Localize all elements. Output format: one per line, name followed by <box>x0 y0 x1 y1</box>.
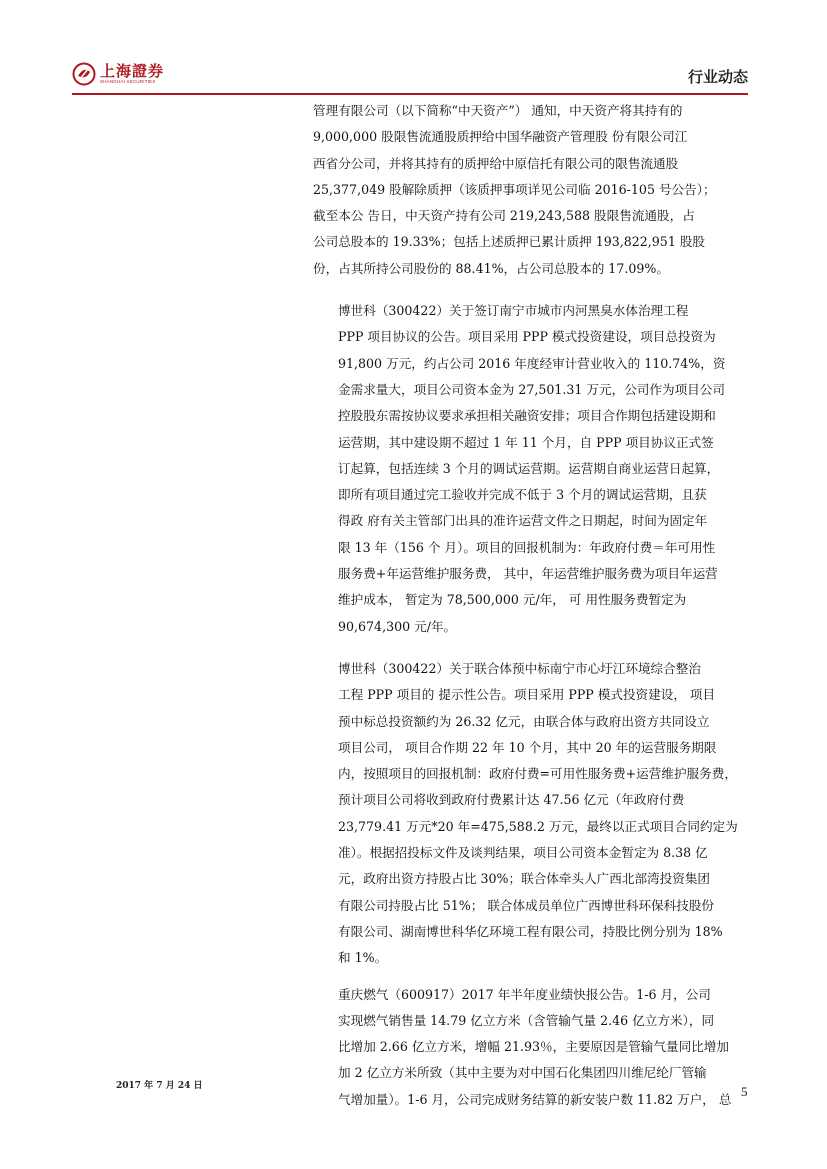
text-line: 重庆燃气（600917）2017 年半年度业绩快报公告。1-6 月，公司 <box>338 986 711 1002</box>
text-line: 比增加 2.66 亿立方米，增幅 21.93％，主要原因是管输气量同比增加 <box>338 1039 729 1055</box>
paragraph-boshike-xinxu-river <box>313 656 749 972</box>
text-line: 订起算，包括连续 3 个月的调试运营期。运营期自商业运营日起算， <box>338 460 720 476</box>
page-header <box>72 56 748 96</box>
text-line: 预计项目公司将收到政府付费累计达 47.56 亿元（年政府付费 <box>338 792 685 808</box>
text-line: 西省分公司，并将其持有的质押给中原信托有限公司的限售流通股 <box>313 155 679 171</box>
logo-emblem-icon <box>72 62 96 86</box>
text-line: 限 13 年（156 个 月）。项目的回报机制为：年政府付费＝年可用性 <box>338 539 716 555</box>
text-line: 工程 PPP 项目的 提示性公告。项目采用 PPP 模式投资建设， 项目 <box>338 687 716 703</box>
text-line: 即所有项目通过完工验收并完成不低于 3 个月的调试运营期，且获 <box>338 487 707 503</box>
section-title: 行业动态 <box>687 68 748 86</box>
text-line: 截至本公 告日，中天资产持有公司 219,243,588 股限售流通股，占 <box>313 208 695 224</box>
header-divider <box>72 93 748 95</box>
text-line: 和 1%。 <box>338 950 388 966</box>
text-line: 准）。根据招投标文件及谈判结果，项目公司资本金暂定为 8.38 亿 <box>338 845 708 861</box>
text-line: 项目公司， 项目合作期 22 年 10 个月，其中 20 年的运营服务期限 <box>338 739 717 755</box>
text-line: 气增加量）。1-6 月，公司完成财务结算的新安装户数 11.82 万户， 总 <box>338 1091 732 1107</box>
text-line: 博世科（300422）关于联合体预中标南宁市心圩江环境综合整治 <box>338 660 701 676</box>
text-line: PPP 项目协议的公告。项目采用 PPP 模式投资建设，项目总投资为 <box>338 329 716 345</box>
text-line: 控股股东需按协议要求承担相关融资安排；项目合作期包括建设期和 <box>338 408 716 424</box>
text-line: 有限公司、湖南博世科华亿环境工程有限公司，持股比例分别为 18% <box>338 923 723 939</box>
text-line: 金需求量大，项目公司资本金为 27,501.31 万元，公司作为项目公司 <box>338 381 725 397</box>
text-line: 9,000,000 股限售流通股质押给中国华融资产管理股 份有限公司江 <box>313 129 688 145</box>
text-line: 运营期，其中建设期不超过 1 年 11 个月，自 PPP 项目协议正式签 <box>338 434 714 450</box>
text-line: 25,377,049 股解除质押（该质押事项详见公司临 2016-105 号公告）； <box>313 181 716 197</box>
text-line: 博世科（300422）关于签订南宁市城市内河黑臭水体治理工程 <box>338 303 689 319</box>
text-line: 元，政府出资方持股占比 30%；联合体牵头人广西北部湾投资集团 <box>338 871 711 887</box>
text-line: 内，按照项目的回报机制：政府付费=可用性服务费+运营维护服务费， <box>338 766 737 782</box>
text-line: 有限公司持股占比 51%； 联合体成员单位广西博世科环保科技股份 <box>338 897 715 913</box>
paragraph-boshike-nanning-rivers <box>313 298 749 640</box>
text-line: 管理有限公司（以下简称“中天资产”） 通知，中天资产将其持有的 <box>313 103 683 118</box>
logo-english-text: SHANGHAI SECURITIES <box>100 79 156 84</box>
paragraph-chongqing-gas <box>313 982 749 1113</box>
text-line: 加 2 亿立方米所致（其中主要为对中国石化集团四川维尼纶厂管输 <box>338 1065 707 1081</box>
text-line: 23,779.41 万元*20 年=475,588.2 万元，最终以正式项目合同约定为 <box>338 818 738 834</box>
text-line: 实现燃气销售量 14.79 亿立方米（含管输气量 2.46 亿立方米），同 <box>338 1012 715 1028</box>
text-line: 维护成本， 暂定为 78,500,000 元/年， 可 用性服务费暂定为 <box>338 592 687 608</box>
text-line: 91,800 万元，约占公司 2016 年度经审计营业收入的 110.74%，资 <box>338 355 726 371</box>
paragraph-zhongtian-pledge <box>313 98 749 282</box>
document-body <box>313 98 749 1123</box>
logo-chinese-text: 上海證券 <box>100 62 165 80</box>
text-line: 份，占其所持公司股份的 88.41%，占公司总股本的 17.09%。 <box>313 260 669 276</box>
text-line: 服务费+年运营维护服务费， 其中，年运营维护服务费为项目年运营 <box>338 566 718 582</box>
company-logo <box>72 62 164 86</box>
page-number: 5 <box>741 1084 748 1099</box>
text-line: 得政 府有关主管部门出具的准许运营文件之日期起，时间为固定年 <box>338 513 708 529</box>
text-line: 90,674,300 元/年。 <box>338 618 457 634</box>
report-date: 2017 年 7 月 24 日 <box>116 1081 203 1091</box>
text-line: 公司总股本的 19.33%；包括上述质押已累计质押 193,822,951 股股 <box>313 234 706 250</box>
text-line: 预中标总投资额约为 26.32 亿元，由联合体与政府出资方共同设立 <box>338 713 710 729</box>
